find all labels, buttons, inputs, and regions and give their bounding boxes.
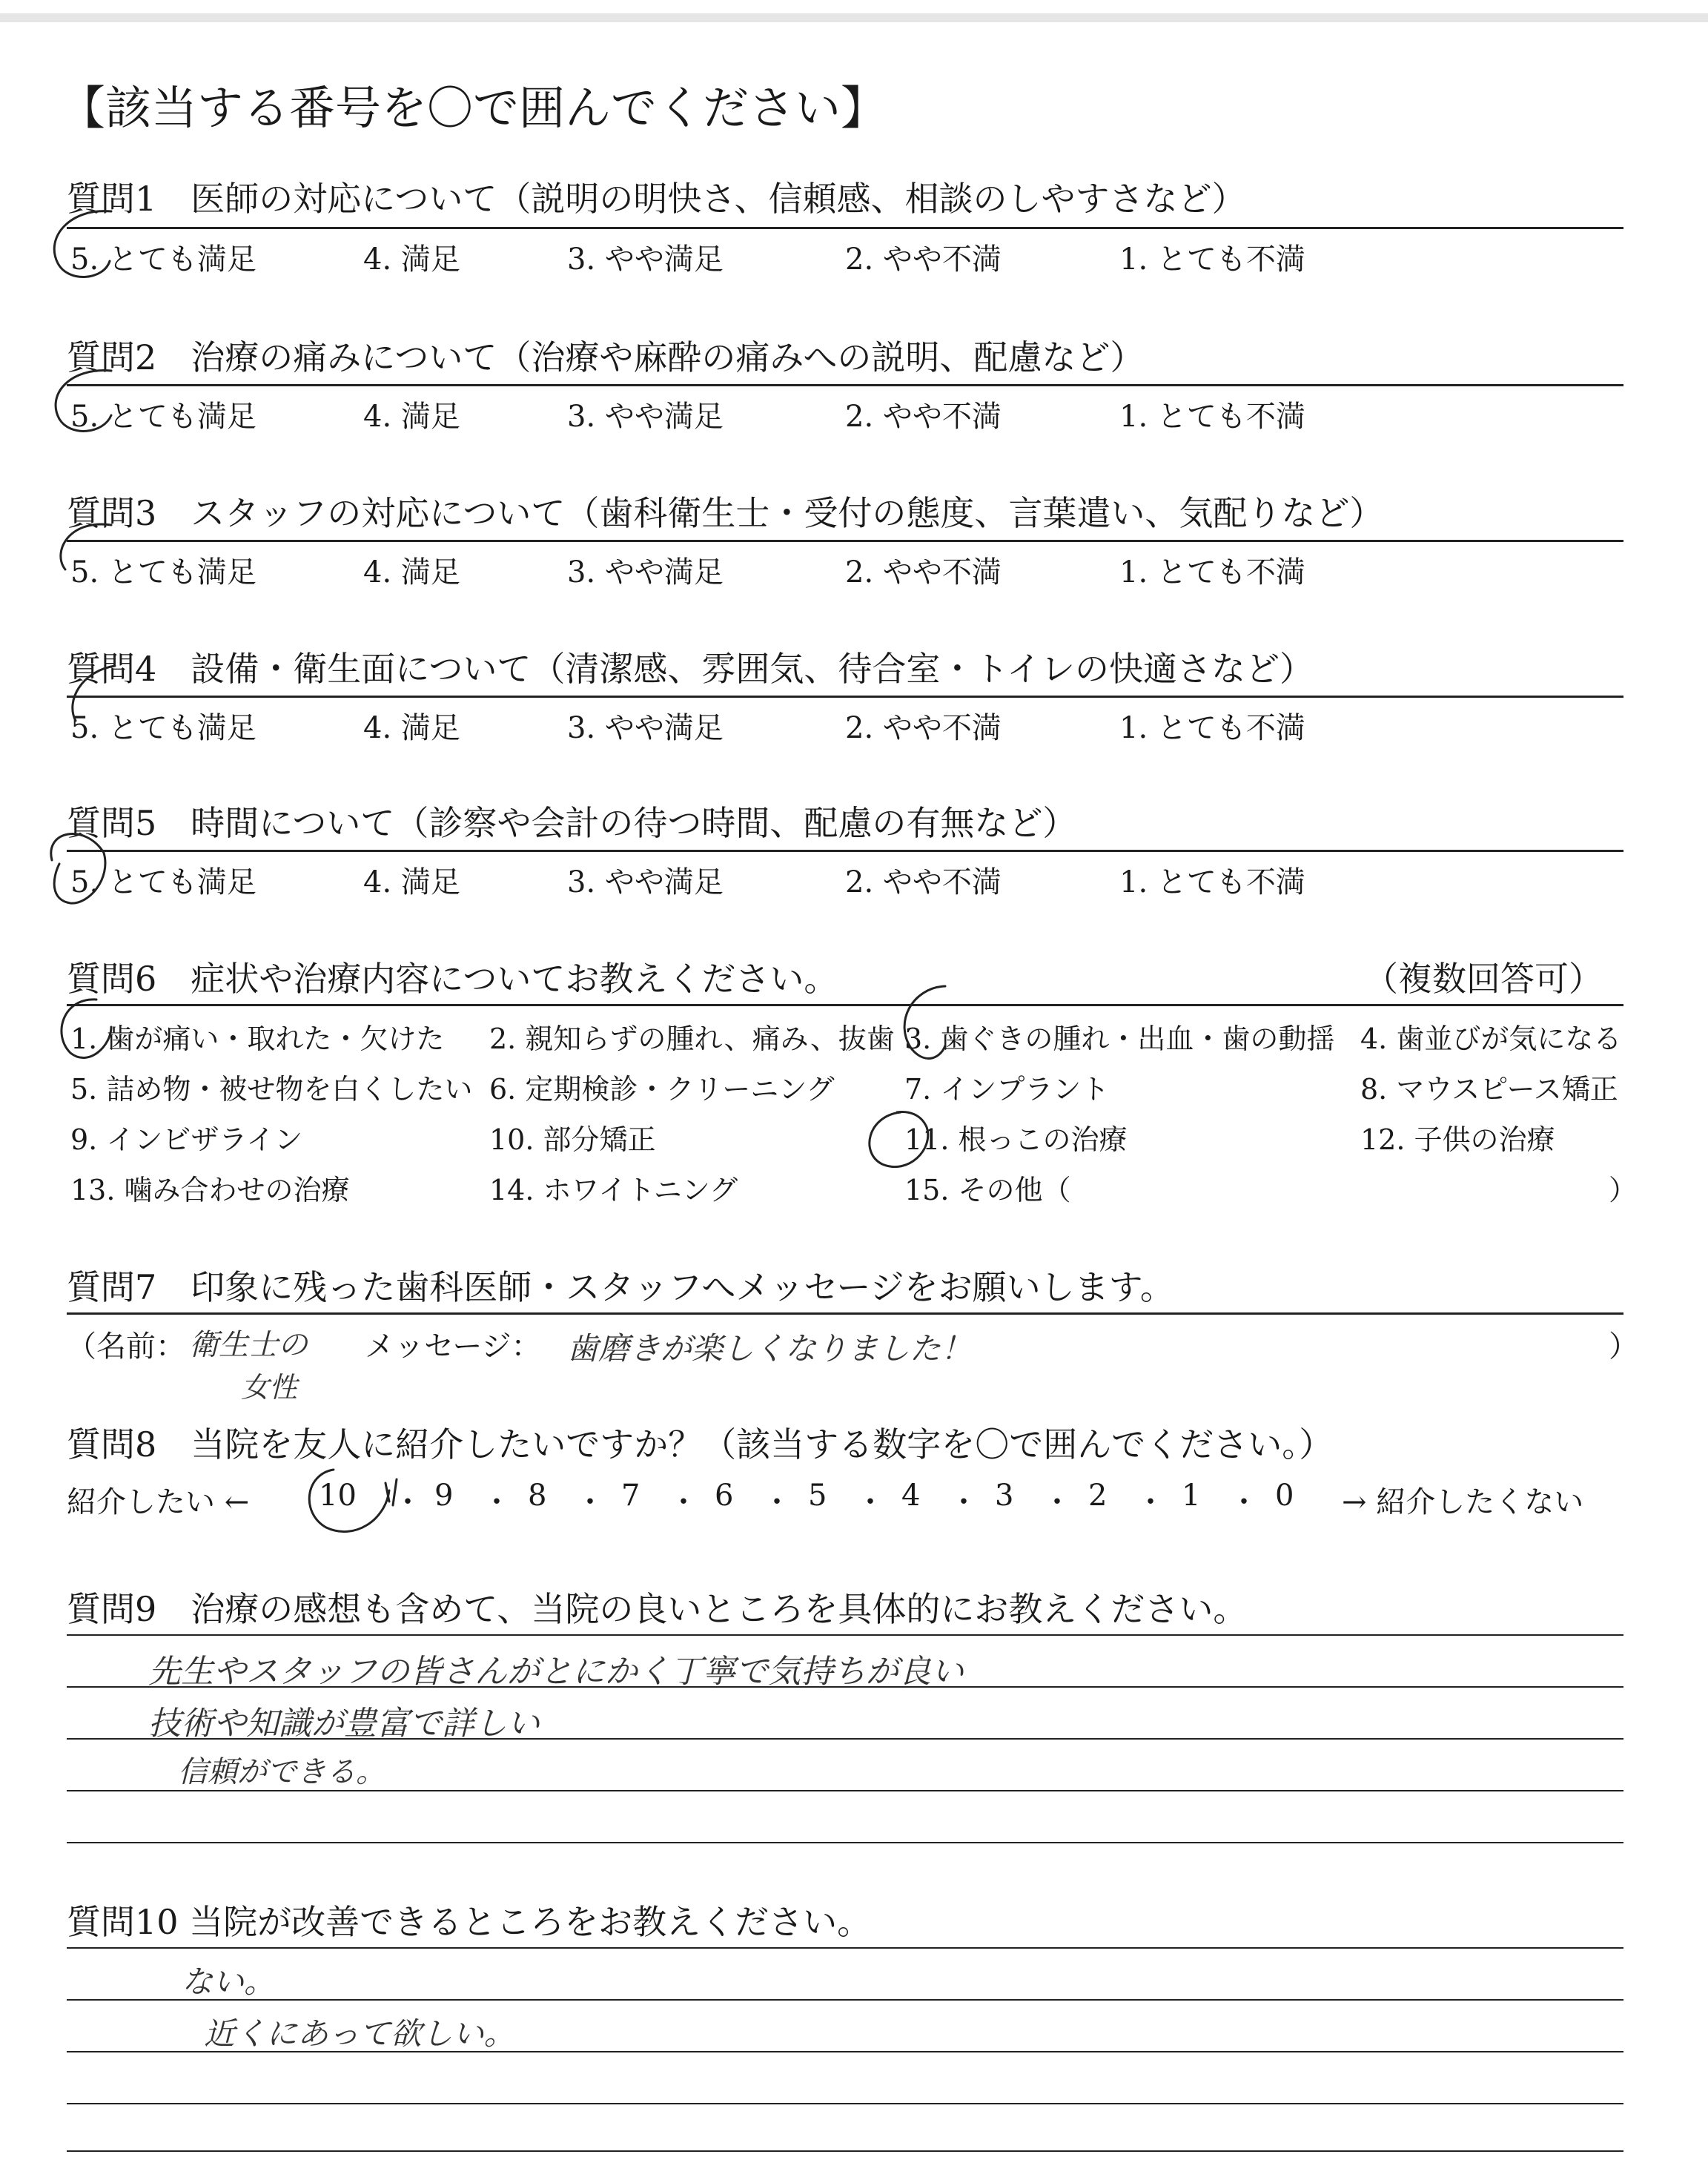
option-3[interactable]: 3. やや満足	[567, 242, 724, 277]
answer-handwritten-1[interactable]: 先生やスタッフの皆さんがとにかく丁寧で気持ちが良い	[148, 1653, 964, 1691]
choice-11[interactable]: 11. 根っこの治療	[904, 1123, 1128, 1156]
form-header: 【該当する番号を〇で囲んでください】	[59, 81, 887, 135]
scale-6[interactable]: 6	[715, 1479, 734, 1513]
choice-15-close: ）	[1609, 1174, 1638, 1206]
scale-3[interactable]: 3	[995, 1479, 1014, 1513]
scale-dot: ・	[949, 1485, 979, 1519]
option-1[interactable]: 1. とても不満	[1119, 400, 1305, 434]
circle-mark-q6-11	[870, 1112, 928, 1167]
option-1[interactable]: 1. とても不満	[1119, 711, 1305, 745]
option-2[interactable]: 2. やや不満	[845, 555, 1002, 589]
choice-5[interactable]: 5. 詰め物・被せ物を白くしたい	[70, 1073, 473, 1106]
option-2[interactable]: 2. やや不満	[845, 865, 1002, 899]
option-2[interactable]: 2. やや不満	[845, 400, 1002, 434]
option-3[interactable]: 3. やや満足	[567, 711, 724, 745]
question-title: 質問4 設備・衛生面について（清潔感、雰囲気、待合室・トイレの快適さなど）	[67, 649, 1314, 689]
scale-9[interactable]: 9	[434, 1479, 454, 1513]
question-title: 質問1 医師の対応について（説明の明快さ、信頼感、相談のしやすさなど）	[67, 179, 1246, 219]
option-4[interactable]: 4. 満足	[363, 865, 460, 899]
scale-dot: ・	[575, 1485, 605, 1519]
option-4[interactable]: 4. 満足	[363, 711, 460, 745]
choice-13[interactable]: 13. 噛み合わせの治療	[70, 1174, 350, 1206]
option-5[interactable]: 5. とても満足	[70, 242, 256, 277]
scale-dot: ・	[855, 1485, 885, 1519]
scale-dot: ・	[1229, 1485, 1259, 1519]
answer-handwritten-3[interactable]: 信頼ができる。	[178, 1755, 385, 1789]
choice-1[interactable]: 1. 歯が痛い・取れた・欠けた	[70, 1023, 445, 1055]
option-2[interactable]: 2. やや不満	[845, 242, 1002, 277]
scale-dot: ・	[762, 1485, 792, 1519]
choice-7[interactable]: 7. インプラント	[904, 1073, 1110, 1106]
choice-2[interactable]: 2. 親知らずの腫れ、痛み、抜歯	[489, 1023, 895, 1055]
option-1[interactable]: 1. とても不満	[1119, 242, 1305, 277]
choice-10[interactable]: 10. 部分矯正	[489, 1123, 656, 1156]
option-4[interactable]: 4. 満足	[363, 400, 460, 434]
answer-handwritten-2[interactable]: 技術や知識が豊富で詳しい	[148, 1705, 540, 1743]
option-5[interactable]: 5. とても満足	[70, 555, 256, 589]
question-title: 質問7 印象に残った歯科医師・スタッフへメッセージをお願いします。	[67, 1267, 1174, 1307]
scale-dot: ・	[1136, 1485, 1165, 1519]
option-4[interactable]: 4. 満足	[363, 555, 460, 589]
circle-mark-q6-3	[904, 986, 945, 1059]
recommend-right-label: → 紹介したくない	[1342, 1485, 1584, 1519]
scale-8[interactable]: 8	[528, 1479, 547, 1513]
question-title: 質問10 当院が改善できるところをお教えください。	[67, 1902, 872, 1942]
message-close: ）	[1609, 1330, 1638, 1364]
choice-15[interactable]: 15. その他（	[904, 1174, 1071, 1206]
circle-mark-q5	[51, 834, 105, 904]
choice-14[interactable]: 14. ホワイトニング	[489, 1174, 738, 1206]
message-label: メッセージ：	[365, 1330, 541, 1364]
choice-6[interactable]: 6. 定期検診・クリーニング	[489, 1073, 835, 1106]
question-title: 質問9 治療の感想も含めて、当院の良いところを具体的にお教えください。	[67, 1589, 1248, 1629]
scale-4[interactable]: 4	[901, 1479, 921, 1513]
option-5[interactable]: 5. とても満足	[70, 711, 256, 745]
choice-4[interactable]: 4. 歯並びが気になる	[1360, 1023, 1622, 1055]
scale-0[interactable]: 0	[1275, 1479, 1294, 1513]
scale-10[interactable]: 10	[319, 1479, 357, 1513]
circle-mark-q6-1	[62, 1000, 111, 1058]
question-title: 質問3 スタッフの対応について（歯科衛生士・受付の態度、言葉遣い、気配りなど）	[67, 493, 1384, 533]
answer-handwritten-2[interactable]: 近くにあって欲しい。	[204, 2015, 515, 2052]
name-handwritten[interactable]: 衛生士の	[189, 1328, 308, 1362]
option-3[interactable]: 3. やや満足	[567, 555, 724, 589]
scale-1[interactable]: 1	[1182, 1479, 1201, 1513]
scale-dot: ・	[482, 1485, 512, 1519]
option-1[interactable]: 1. とても不満	[1119, 555, 1305, 589]
scale-2[interactable]: 2	[1088, 1479, 1108, 1513]
option-4[interactable]: 4. 満足	[363, 242, 460, 277]
option-5[interactable]: 5. とても満足	[70, 865, 256, 899]
question-title: 質問6 症状や治療内容についてお教えください。	[67, 959, 838, 999]
scale-7[interactable]: 7	[621, 1479, 640, 1513]
question-title: 質問8 当院を友人に紹介したいですか？（該当する数字を〇で囲んでください。）	[67, 1424, 1334, 1464]
choice-8[interactable]: 8. マウスピース矯正	[1360, 1073, 1618, 1106]
name-label: （名前：	[67, 1330, 185, 1364]
option-5[interactable]: 5. とても満足	[70, 400, 256, 434]
circle-mark-q3	[61, 524, 111, 569]
option-1[interactable]: 1. とても不満	[1119, 865, 1305, 899]
circle-mark-q4	[73, 666, 115, 721]
circle-mark-q2	[56, 371, 111, 432]
name-handwritten-2[interactable]: 女性	[241, 1371, 298, 1404]
question-title: 質問2 治療の痛みについて（治療や麻酔の痛みへの説明、配慮など）	[67, 337, 1145, 377]
scale-5[interactable]: 5	[808, 1479, 827, 1513]
scale-dot: ・	[393, 1485, 423, 1519]
scale-dot: ・	[669, 1485, 698, 1519]
option-3[interactable]: 3. やや満足	[567, 865, 724, 899]
choice-12[interactable]: 12. 子供の治療	[1360, 1123, 1555, 1156]
question-title: 質問5 時間について（診察や会計の待つ時間、配慮の有無など）	[67, 803, 1077, 843]
circle-mark-q1	[54, 211, 111, 277]
multiple-answers-note: （複数回答可）	[1364, 959, 1603, 999]
circle-mark-q8-10	[309, 1470, 389, 1532]
recommend-left-label: 紹介したい ←	[67, 1485, 250, 1519]
choice-3[interactable]: 3. 歯ぐきの腫れ・出血・歯の動揺	[904, 1023, 1335, 1055]
message-handwritten[interactable]: 歯磨きが楽しくなりました！	[567, 1330, 973, 1367]
choice-9[interactable]: 9. インビザライン	[70, 1123, 303, 1156]
answer-handwritten-1[interactable]: ない。	[182, 1964, 276, 2000]
scale-dot: ・	[1042, 1485, 1072, 1519]
option-2[interactable]: 2. やや不満	[845, 711, 1002, 745]
option-3[interactable]: 3. やや満足	[567, 400, 724, 434]
